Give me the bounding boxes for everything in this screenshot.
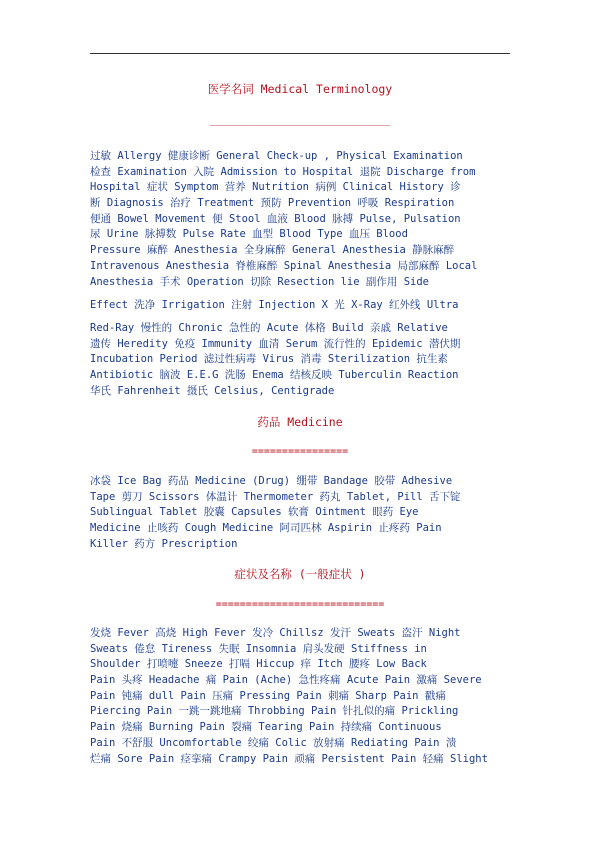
text-line: Pain 不舒服 Uncomfortable 绞痛 Colic 放射痛 Rediating Pain 溃 <box>90 736 457 749</box>
text-line: Red-Ray 慢性的 Chronic 急性的 Acute 体格 Build 亲戚 Relative <box>90 322 448 334</box>
text-line: Killer 药方 Prescription <box>90 537 238 550</box>
section-title-medical-terminology: 医学名词 Medical Terminology <box>207 82 393 96</box>
text-line: 发烧 Fever 高烧 High Fever 发冷 Chillsz 发汗 Sweats 盗汗 Night <box>90 627 461 639</box>
text-line: Tape 剪刀 Scissors 体温计 Thermometer 药丸 Tablet, Pill 舌下锭 <box>90 490 461 503</box>
text-line: Sweats 倦怠 Tireness 失眠 Insomnia 肩头发硬 Stiffness in <box>90 642 427 655</box>
text-line: 华氏 Fahrenheit 摄氏 Celsius, Centigrade <box>90 384 335 397</box>
text-line: Piercing Pain 一跳一跳地痛 Throbbing Pain 针扎似的痛 Prickling <box>90 705 459 718</box>
medicine-paragraph <box>90 474 510 552</box>
section-title-medicine: 药品 Medicine <box>257 415 343 429</box>
terminology-paragraph-cont <box>90 298 510 314</box>
symptoms-paragraph <box>90 626 510 767</box>
text-line: Hospital 症状 Symptom 营养 Nutrition 病例 Clinical History 诊 <box>90 181 461 194</box>
text-line: Antibiotic 脑波 E.E.G 洗肠 Enema 结核反映 Tuberculin Reaction <box>90 369 459 382</box>
text-line: Pain 钝痛 dull Pain 压痛 Pressing Pain 刺痛 Sharp Pain 戳痛 <box>90 689 446 702</box>
text-line: Shoulder 打喷嚏 Sneeze 打嗝 Hiccup 痒 Itch 腰疼 Low Back <box>90 658 427 671</box>
text-line: 尿 Urine 脉搏数 Pulse Rate 血型 Blood Type 血压 Blood <box>90 228 408 241</box>
terminology-paragraph <box>90 149 510 290</box>
text-line: Anesthesia 手术 Operation 切除 Resection lie 副作用 Side <box>90 275 430 288</box>
text-line: Intravenous Anesthesia 脊椎麻醉 Spinal Anesthesia 局部麻醉 Local <box>90 259 478 272</box>
text-line: Incubation Period 滤过性病毒 Virus 消毒 Sterilization 抗生素 <box>90 353 448 366</box>
text-line: 遗传 Heredity 免疫 Immunity 血清 Serum 流行性的 Epidemic 潜伏期 <box>90 337 461 350</box>
text-line: 过敏 Allergy 健康诊断 General Check-up , Physical Examination <box>90 150 463 162</box>
top-horizontal-rule <box>90 53 510 54</box>
text-line: Pain 烧痛 Burning Pain 裂痛 Tearing Pain 持续痛 Continuous <box>90 721 442 734</box>
section-divider-1: ______________________________ <box>209 115 391 126</box>
section-title-symptoms: 症状及名称 (一般症状 ) <box>234 567 366 581</box>
section-divider-3: ============================ <box>215 599 385 610</box>
section-divider-2: ================ <box>251 446 349 457</box>
text-line: 断 Diagnosis 治疗 Treatment 预防 Prevention 呼吸 Respiration <box>90 197 455 210</box>
text-line: Pressure 麻醉 Anesthesia 全身麻醉 General Anesthesia 静脉麻醉 <box>90 244 455 257</box>
terminology-paragraph-cont-2 <box>90 321 510 399</box>
text-line: 检查 Examination 入院 Admission to Hospital 退院 Discharge from <box>90 165 476 178</box>
text-line: Sublingual Tablet 胶囊 Capsules 软膏 Ointment 眼药 Eye <box>90 506 419 519</box>
text-line: 烂痛 Sore Pain 痉挛痛 Crampy Pain 顽痛 Persistent Pain 轻痛 Slight <box>90 752 488 765</box>
text-line: Medicine 止咳药 Cough Medicine 阿司匹林 Aspirin 止疼药 Pain <box>90 522 442 535</box>
text-line: Effect 洗净 Irrigation 注射 Injection X 光 X-Ray 红外线 Ultra <box>90 299 459 311</box>
text-line: 便通 Bowel Movement 便 Stool 血液 Blood 脉搏 Pulse, Pulsation <box>90 212 461 225</box>
text-line: 冰袋 Ice Bag 药品 Medicine (Drug) 绷带 Bandage 胶带 Adhesive <box>90 475 453 487</box>
text-line: Pain 头疼 Headache 痛 Pain (Ache) 急性疼痛 Acute Pain 激痛 Severe <box>90 674 482 687</box>
